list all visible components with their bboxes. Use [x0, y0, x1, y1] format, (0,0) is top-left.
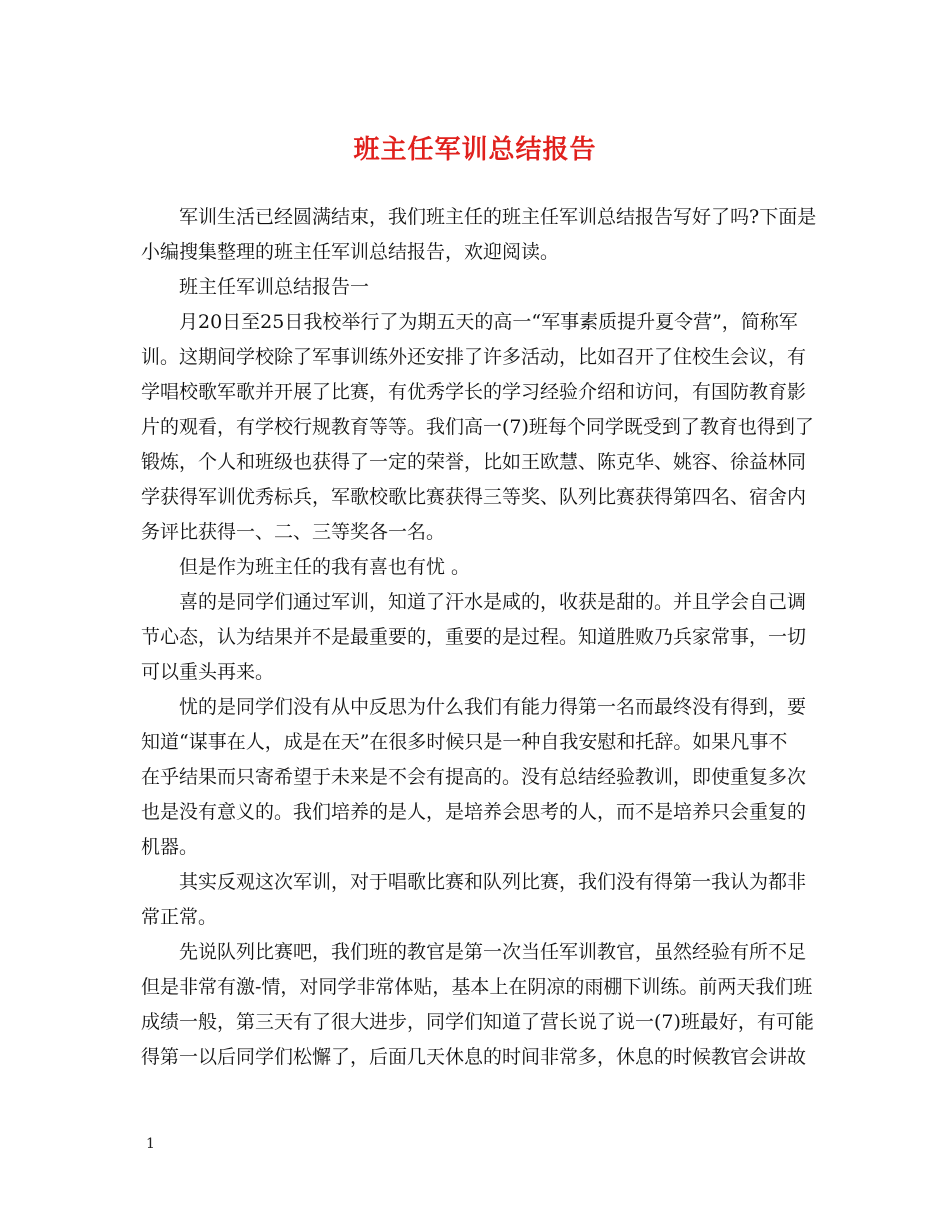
- text-line: 其实反观这次军训，对于唱歌比赛和队列比赛，我们没有得第一我认为都非: [179, 871, 807, 893]
- document-body: [141, 200, 817, 1075]
- text-line: 常正常。: [141, 906, 218, 928]
- text-line: 月20日至25日我校举行了为期五天的高一“军事素质提升夏令营”，简称军: [179, 311, 798, 333]
- text-line: 可以重头再来。: [141, 661, 275, 683]
- text-line: 学获得军训优秀标兵，军歌校歌比赛获得三等奖、队列比赛获得第四名、宿舍内: [141, 486, 807, 508]
- text-line: 学唱校歌军歌并开展了比赛，有优秀学长的学习经验介绍和访问，有国防教育影: [141, 381, 807, 403]
- text-line: 喜的是同学们通过军训，知道了汗水是咸的，收获是甜的。并且学会自己调: [179, 591, 807, 613]
- text-line: 训。这期间学校除了军事训练外还安排了许多活动，比如召开了住校生会议，有: [141, 346, 807, 368]
- text-line: 片的观看，有学校行规教育等等。我们高一(7)班每个同学既受到了教育也得到了: [141, 416, 814, 438]
- text-line: 知道“谋事在人，成是在天”在很多时候只是一种自我安慰和托辞。如果凡事不: [141, 731, 788, 753]
- text-line: 锻炼，个人和班级也获得了一定的荣誉，比如王欧慧、陈克华、姚容、徐益林同: [141, 451, 807, 473]
- text-line: 节心态，认为结果并不是最重要的，重要的是过程。知道胜败乃兵家常事，一切: [141, 626, 807, 648]
- text-line: 务评比获得一、二、三等奖各一名。: [141, 521, 446, 543]
- text-line: 班主任军训总结报告一: [179, 276, 370, 298]
- document-title: 班主任军训总结报告: [353, 135, 597, 165]
- text-line: 小编搜集整理的班主任军训总结报告，欢迎阅读。: [141, 241, 560, 263]
- text-line: 机器。: [141, 836, 199, 858]
- text-line: 忧的是同学们没有从中反思为什么我们有能力得第一名而最终没有得到，要: [179, 696, 807, 718]
- text-line: 但是非常有激-情，对同学非常体贴，基本上在阴凉的雨棚下训练。前两天我们班: [141, 976, 813, 998]
- text-line: 成绩一般，第三天有了很大进步，同学们知道了营长说了说一(7)班最好，有可能: [141, 1011, 814, 1033]
- text-line: 在乎结果而只寄希望于未来是不会有提高的。没有总结经验教训，即使重复多次: [141, 766, 807, 788]
- text-line: 先说队列比赛吧，我们班的教官是第一次当任军训教官，虽然经验有所不足: [179, 941, 807, 963]
- text-line: 但是作为班主任的我有喜也有忧 。: [179, 556, 471, 578]
- text-line: 也是没有意义的。我们培养的是人，是培养会思考的人，而不是培养只会重复的: [141, 801, 807, 823]
- text-line: 军训生活已经圆满结束，我们班主任的班主任军训总结报告写好了吗?下面是: [179, 206, 817, 228]
- text-line: 得第一以后同学们松懈了，后面几天休息的时间非常多，休息的时候教官会讲故: [141, 1046, 807, 1068]
- page-number: 1: [146, 1136, 155, 1152]
